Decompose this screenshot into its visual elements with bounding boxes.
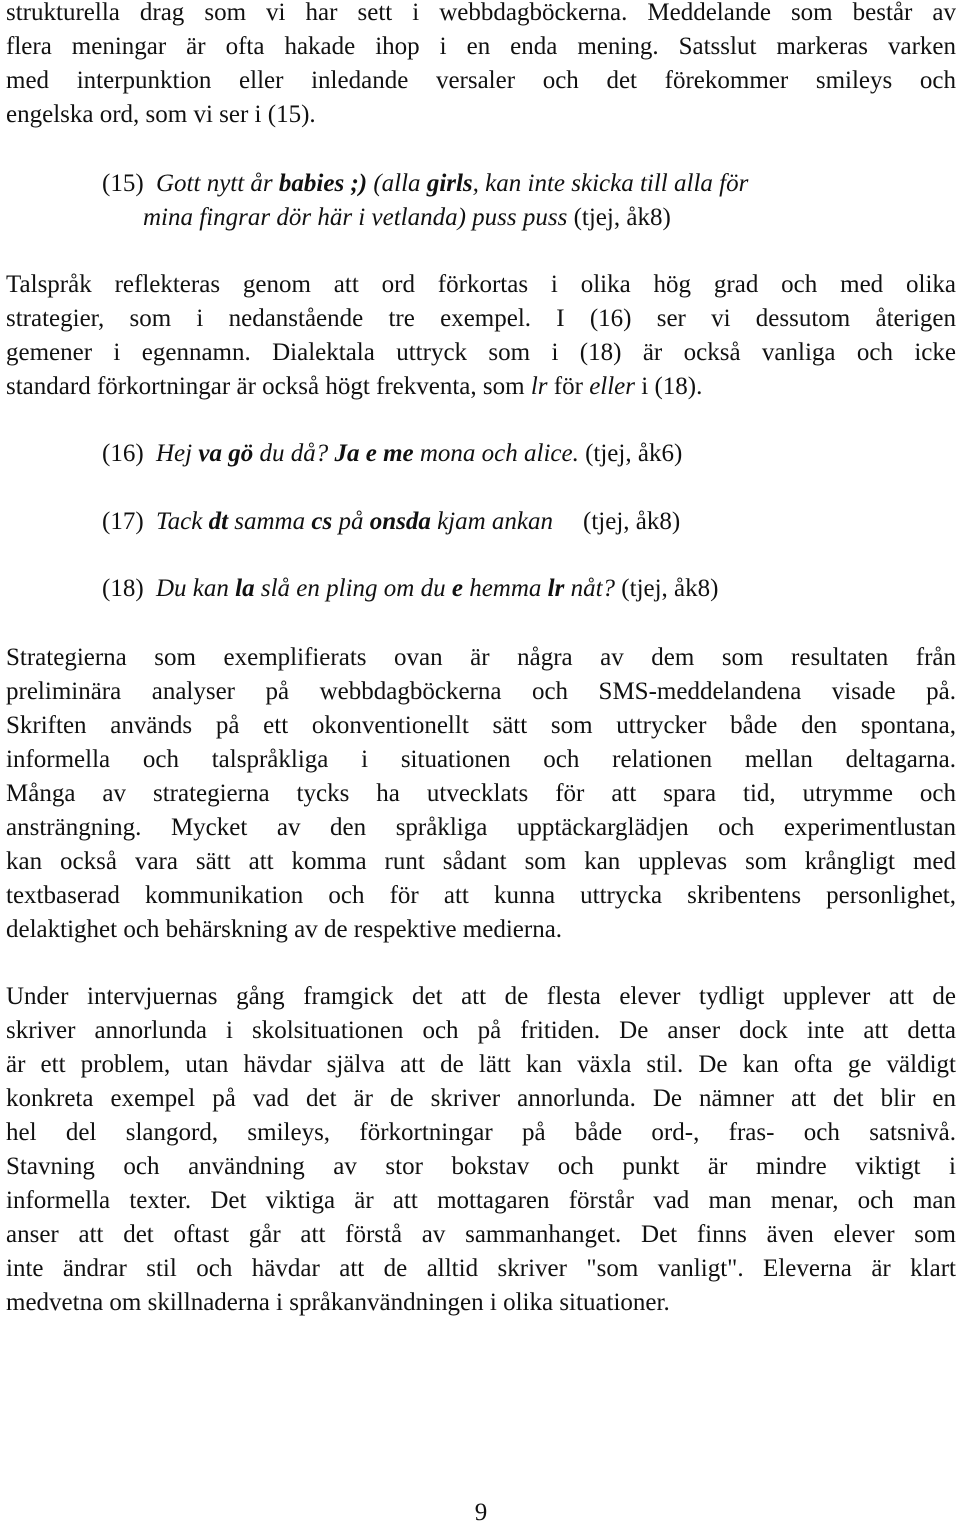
text-line: Strategierna som exemplifierats ovan är några av dem som resultaten från (6, 644, 956, 671)
example-text (156, 167, 956, 201)
example-phrase: på (332, 508, 370, 535)
example-word-bold: Ja e me (334, 440, 414, 467)
example-phrase: , kan inte skicka till alla för (472, 170, 749, 197)
page-number: 9 (474, 1499, 488, 1526)
text-line: Stavning och användning av stor bokstav och punkt är mindre viktigt i (6, 1153, 956, 1180)
text-line: anser att det oftast går att förstå av sammanhanget. Det finns även elever som (6, 1221, 956, 1248)
speaker-info: (tjej, åk8) (583, 508, 681, 535)
paragraph-intervjuer (6, 980, 956, 1320)
example-word-bold: onsda (369, 508, 431, 535)
document-page (6, 0, 956, 1529)
example-phrase: Du kan (156, 575, 236, 602)
text-line: medvetna om skillnaderna i språkanvändningen i olika situationer. (6, 1289, 670, 1316)
text-line: gemener i egennamn. Dialektala uttryck som i (18) är också vanliga och icke (6, 339, 956, 366)
example-number: (16) (102, 440, 144, 467)
example-phrase: nåt? (564, 575, 616, 602)
example-17 (6, 505, 956, 539)
example-phrase: Tack (156, 508, 209, 535)
text-line (6, 370, 956, 404)
example-number: (17) (102, 508, 144, 535)
example-word-bold: babies ;) (278, 170, 368, 197)
example-phrase: slå en pling om du (254, 575, 452, 602)
example-phrase: Hej (156, 440, 199, 467)
example-number: (18) (102, 575, 144, 602)
example-text (156, 437, 956, 471)
example-word-bold: girls (426, 170, 473, 197)
paragraph-strategier (6, 641, 956, 947)
speaker-info: (tjej, åk8) (615, 575, 719, 602)
text-line: Många av strategierna tycks ha utvecklats för att spara tid, utrymme och (6, 780, 956, 807)
text-line: Talspråk reflekteras genom att ord förkortas i olika hög grad och med olika (6, 271, 956, 298)
text-line: med interpunktion eller inledande versaler och det förekommer smileys och (6, 67, 956, 94)
text-line: informella och talspråkliga i situationen och relationen mellan deltagarna. (6, 746, 956, 773)
text-line: är ett problem, utan hävdar själva att de lätt kan växla stil. De kan ofta ge väldigt (6, 1051, 956, 1078)
text-line: flera meningar är ofta hakade ihop i en enda mening. Satsslut markeras varken (6, 33, 956, 60)
paragraph-intro (6, 0, 956, 132)
text-line: skriver annorlunda i skolsituationen och på fritiden. De anser dock inte att detta (6, 1017, 956, 1044)
example-word-bold: la (235, 575, 255, 602)
example-text (143, 201, 956, 235)
example-15 (6, 167, 956, 235)
example-word-bold: e (451, 575, 463, 602)
text-line: konkreta exempel på vad det är de skriver annorlunda. De nämner att det blir en (6, 1085, 956, 1112)
text-line: strukturella drag som vi har sett i webbdagböckerna. Meddelande som består av (6, 0, 956, 26)
text-line: ansträngning. Mycket av den språkliga upptäckarglädjen och experimentlustan (6, 814, 956, 841)
example-phrase: du då? (253, 440, 335, 467)
paragraph-talsprak (6, 268, 956, 404)
text-run: för (547, 373, 590, 400)
text-run-italic: lr (530, 373, 548, 400)
example-phrase: kjam ankan (430, 508, 554, 535)
text-line: Under intervjuernas gång framgick det att de flesta elever tydligt upplever att de (6, 983, 956, 1010)
example-phrase: (alla (367, 170, 427, 197)
example-phrase: hemma (462, 575, 548, 602)
example-word-bold: cs (311, 508, 333, 535)
text-line: kan också vara sätt att komma runt sådant som kan upplevas som krångligt med (6, 848, 956, 875)
text-run-italic: eller (589, 373, 636, 400)
example-phrase: mona och alice. (413, 440, 579, 467)
speaker-info: (tjej, åk6) (578, 440, 683, 467)
text-line: Skriften används på ett okonventionellt sätt som uttrycker både den spontana, (6, 712, 956, 739)
text-line: strategier, som i nedanstående tre exempel. I (16) ser vi dessutom återigen (6, 305, 956, 332)
example-text (156, 572, 956, 606)
example-phrase: mina fingrar dör här i vetlanda) puss puss (143, 204, 568, 231)
example-text (156, 505, 956, 539)
example-number: (15) (102, 170, 144, 197)
example-18 (6, 572, 956, 606)
text-line: preliminära analyser på webbdagböckerna och SMS-meddelandena visade på. (6, 678, 956, 705)
example-phrase: Gott nytt år (156, 170, 279, 197)
text-run: standard förkortningar är också högt frekventa, som (6, 373, 531, 400)
text-line: inte ändrar stil och hävdar att de alltid skriver "som vanligt". Eleverna är klart (6, 1255, 956, 1282)
example-word-bold: lr (547, 575, 565, 602)
example-phrase: samma (228, 508, 312, 535)
text-line: informella texter. Det viktiga är att mottagaren förstår vad man menar, och man (6, 1187, 956, 1214)
example-16 (6, 437, 956, 471)
text-line: engelska ord, som vi ser i (15). (6, 101, 316, 128)
speaker-info: (tjej, åk8) (567, 204, 671, 231)
text-line: delaktighet och behärskning av de respektive medierna. (6, 916, 563, 943)
text-run: i (18). (635, 373, 703, 400)
text-line: textbaserad kommunikation och för att kunna uttrycka skribentens personlighet, (6, 882, 956, 909)
example-word-bold: dt (208, 508, 229, 535)
text-line: hel del slangord, smileys, förkortningar på både ord-, fras- och satsnivå. (6, 1119, 956, 1146)
example-word-bold: va gö (198, 440, 254, 467)
